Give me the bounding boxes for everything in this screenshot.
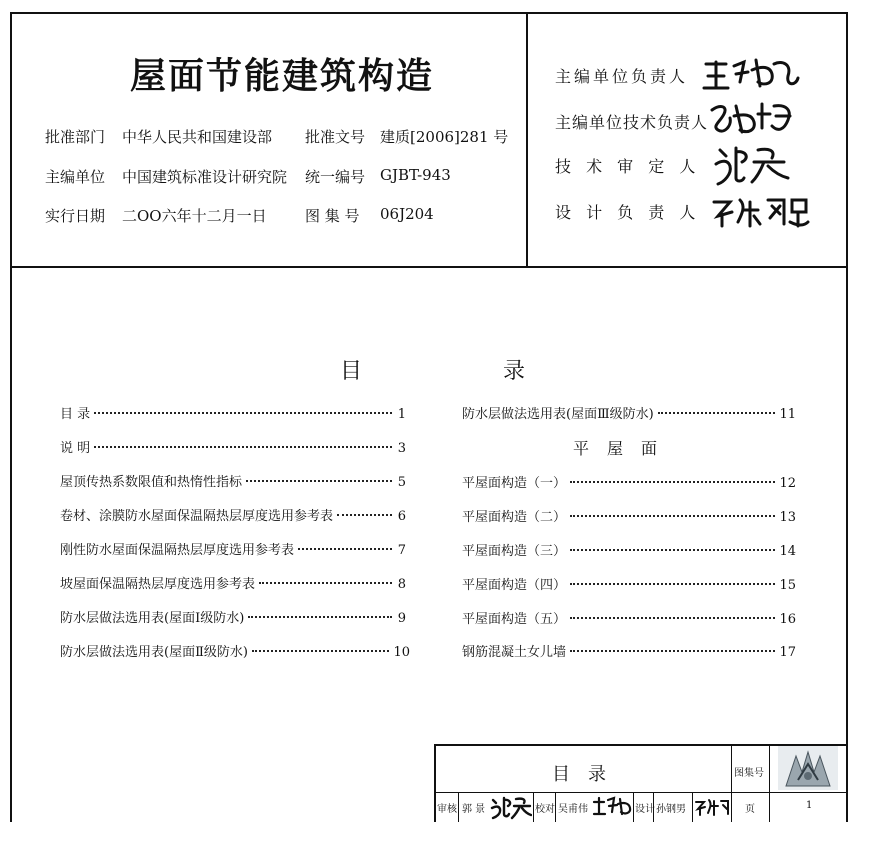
page-title: 屋面节能建筑构造: [130, 56, 435, 97]
toc-entry-label: 目 录: [60, 407, 91, 422]
atlas-no-label: 图 集 号: [305, 207, 360, 225]
toc-entry[interactable]: [462, 608, 796, 627]
leader-dots: [570, 583, 775, 585]
design-label: 设计: [635, 804, 655, 815]
toc-entry-page: 16: [779, 612, 796, 627]
leader-dots: [570, 650, 775, 652]
leader-dots: [252, 650, 389, 652]
review-label: 审核: [437, 804, 457, 815]
title-block-divider: [692, 792, 693, 822]
toc-entry[interactable]: [60, 437, 406, 456]
toc-entry-label: 平屋面构造（一）: [462, 476, 567, 491]
signature-image: [694, 796, 730, 818]
toc-entry-label: 防水层做法选用表(屋面Ⅲ级防水): [462, 407, 654, 422]
leader-dots: [94, 412, 392, 414]
toc-entry-page: 13: [779, 510, 796, 525]
check-name: 吴甫伟: [558, 804, 588, 815]
responsible-role: 设 计 负 责 人: [555, 203, 701, 222]
leader-dots: [658, 412, 776, 414]
toc-entry-page: 3: [397, 441, 406, 456]
approval-dept-label: 批准部门: [45, 128, 106, 146]
title-block-divider: [533, 792, 534, 822]
toc-heading-left: 目: [340, 359, 363, 384]
toc-entry-label: 平屋面构造（三）: [462, 544, 567, 559]
toc-entry-label: 刚性防水屋面保温隔热层厚度选用参考表: [60, 543, 295, 558]
toc-entry-page: 14: [779, 544, 796, 559]
signature-image: [490, 794, 532, 820]
toc-entry-page: 12: [779, 476, 796, 491]
toc-entry[interactable]: [60, 539, 406, 558]
toc-entry-page: 15: [779, 578, 796, 593]
toc-entry[interactable]: [462, 641, 796, 660]
unified-no-label: 统一编号: [305, 168, 366, 186]
toc-entry-page: 9: [397, 611, 406, 626]
page-number: 1: [806, 800, 813, 811]
approval-doc: 建质[2006]281 号: [380, 128, 509, 146]
design-name: 孙钢男: [656, 804, 686, 815]
title-block-title: 目录: [552, 764, 624, 785]
toc-heading-right: 录: [503, 359, 526, 384]
title-block-divider: [769, 744, 770, 822]
toc-entry[interactable]: [462, 540, 796, 559]
responsible-role: 主编单位负责人: [555, 67, 689, 86]
toc-entry-page: 1: [397, 407, 406, 422]
signature-image: [592, 794, 632, 818]
approval-doc-label: 批准文号: [305, 128, 366, 146]
toc-entry-label: 钢筋混凝土女儿墙: [462, 645, 567, 660]
header-column-divider: [526, 12, 528, 267]
toc-entry[interactable]: [462, 506, 796, 525]
page-label: 页: [745, 804, 755, 815]
leader-dots: [94, 446, 392, 448]
leader-dots: [298, 548, 392, 550]
toc-entry-page: 11: [779, 407, 796, 422]
header-divider: [10, 266, 848, 268]
leader-dots: [246, 480, 392, 482]
toc-entry-page: 6: [397, 509, 406, 524]
leader-dots: [570, 515, 775, 517]
toc-entry-page: 7: [397, 543, 406, 558]
leader-dots: [248, 616, 392, 618]
toc-entry[interactable]: [60, 471, 406, 490]
atlas-label: 图集号: [734, 768, 764, 779]
toc-entry-label: 平屋面构造（五）: [462, 612, 567, 627]
editor-unit: 中国建筑标准设计研究院: [122, 168, 288, 186]
toc-entry-label: 屋顶传热系数限值和热惰性指标: [60, 475, 243, 490]
leader-dots: [570, 549, 775, 551]
toc-entry[interactable]: [60, 505, 406, 524]
review-name: 郭 景: [462, 804, 486, 815]
responsible-role: 主编单位技术负责人: [555, 113, 709, 132]
atlas-no: 06J204: [380, 205, 434, 223]
toc-entry-page: 5: [397, 475, 406, 490]
title-block-divider: [731, 744, 732, 822]
title-block-divider: [458, 792, 459, 822]
toc-entry-label: 说 明: [60, 441, 91, 456]
toc-entry[interactable]: [462, 472, 796, 491]
toc-entry[interactable]: [60, 403, 406, 422]
toc-entry[interactable]: [60, 641, 410, 660]
title-block-row-divider: [434, 792, 848, 793]
toc-entry-page: 8: [397, 577, 406, 592]
institute-logo: [778, 746, 838, 790]
toc-entry[interactable]: [462, 574, 796, 593]
signature-image: [712, 142, 792, 188]
toc-entry-page: 17: [779, 645, 796, 660]
title-block-left-border: [434, 744, 436, 822]
title-block-divider: [555, 792, 556, 822]
toc-entry-label: 平屋面构造（四）: [462, 578, 567, 593]
editor-unit-label: 主编单位: [45, 168, 106, 186]
signature-image: [710, 192, 810, 232]
signature-image: [700, 52, 800, 96]
leader-dots: [337, 514, 392, 516]
leader-dots: [259, 582, 392, 584]
toc-entry-label: 坡屋面保温隔热层厚度选用参考表: [60, 577, 256, 592]
approval-dept: 中华人民共和国建设部: [122, 128, 273, 146]
toc-entry[interactable]: [60, 573, 406, 592]
toc-entry-page: 10: [393, 645, 410, 660]
title-block-divider: [633, 792, 634, 822]
leader-dots: [570, 481, 775, 483]
toc-entry-label: 防水层做法选用表(屋面Ⅰ级防水): [60, 611, 245, 626]
toc-entry[interactable]: [60, 607, 406, 626]
check-label: 校对: [535, 804, 555, 815]
unified-no: GJBT-943: [380, 166, 451, 184]
effective-date: 二OO六年十二月一日: [122, 207, 267, 225]
responsible-role: 技 术 审 定 人: [555, 157, 701, 176]
toc-entry-label: 防水层做法选用表(屋面Ⅱ级防水): [60, 645, 248, 660]
toc-entry-label: 卷材、涂膜防水屋面保温隔热层厚度选用参考表: [60, 509, 334, 524]
effective-label: 实行日期: [45, 207, 106, 225]
section-title: 平屋面: [573, 439, 676, 458]
signature-image: [708, 96, 798, 140]
toc-entry-label: 平屋面构造（二）: [462, 510, 567, 525]
leader-dots: [570, 617, 775, 619]
toc-entry[interactable]: [462, 403, 796, 422]
